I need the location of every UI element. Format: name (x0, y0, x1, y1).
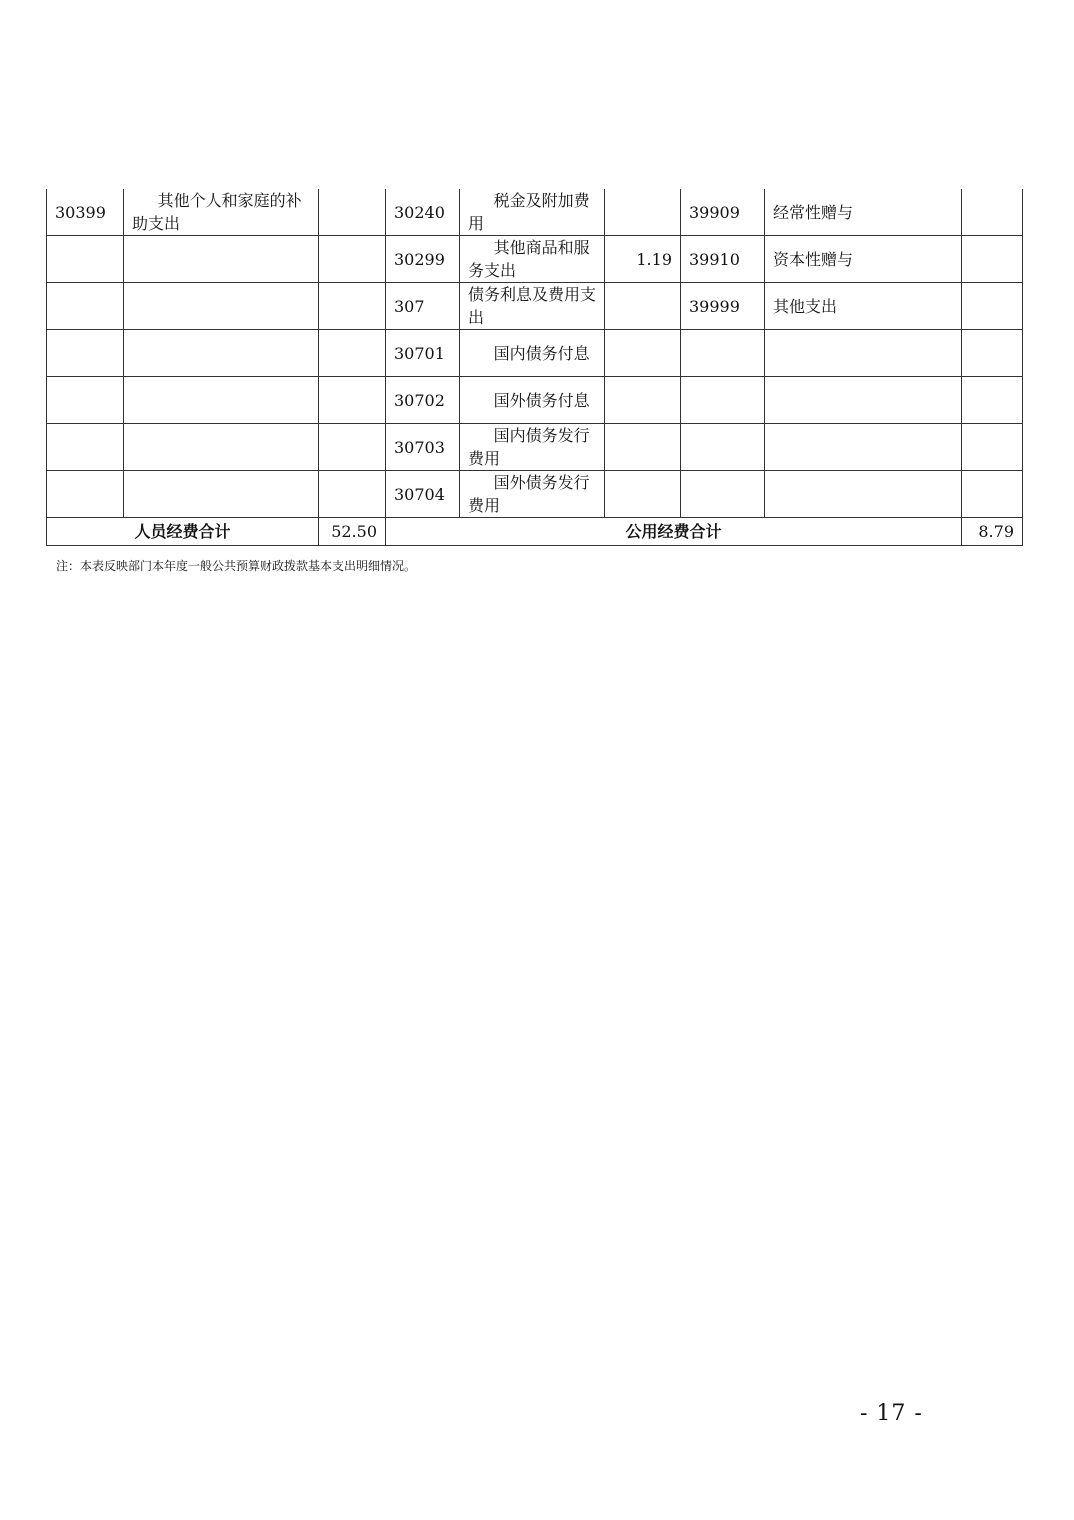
table-note: 注：本表反映部门本年度一般公共预算财政拨款基本支出明细情况。 (56, 559, 417, 573)
personnel-item-cell (124, 377, 319, 424)
other-item-cell: 资本性赠与 (765, 236, 962, 283)
personnel-code-cell (47, 236, 124, 283)
other-item-cell (765, 471, 962, 518)
public-item-cell: 债务利息及费用支出 (460, 283, 605, 330)
other-code-cell: 39910 (681, 236, 765, 283)
personnel-code-cell (47, 283, 124, 330)
public-amount-cell (605, 189, 681, 236)
table-row (47, 236, 1023, 283)
public-code-cell: 30240 (386, 189, 460, 236)
personnel-item-cell (124, 283, 319, 330)
public-code-cell: 30704 (386, 471, 460, 518)
personnel-item-cell: 其他个人和家庭的补助支出 (124, 189, 319, 236)
other-amount-cell (962, 471, 1023, 518)
other-amount-cell (962, 189, 1023, 236)
personnel-amount-cell (319, 236, 386, 283)
public-item-cell: 国外债务发行费用 (460, 471, 605, 518)
other-amount-cell (962, 236, 1023, 283)
public-amount-cell (605, 471, 681, 518)
table-row (47, 330, 1023, 377)
public-item-cell: 国外债务付息 (460, 377, 605, 424)
personnel-amount-cell (319, 283, 386, 330)
personnel-item-cell (124, 471, 319, 518)
public-amount-cell (605, 424, 681, 471)
other-code-cell: 39909 (681, 189, 765, 236)
personnel-code-cell (47, 424, 124, 471)
table-row (47, 377, 1023, 424)
personnel-code-cell (47, 471, 124, 518)
other-item-cell (765, 330, 962, 377)
personnel-total-label: 人员经费合计 (47, 518, 319, 546)
other-item-cell (765, 424, 962, 471)
personnel-code-cell (47, 377, 124, 424)
basic-expenditure-table (46, 189, 1023, 546)
personnel-amount-cell (319, 471, 386, 518)
totals-row (47, 518, 1023, 546)
other-code-cell (681, 377, 765, 424)
personnel-item-cell (124, 330, 319, 377)
public-amount-cell: 1.19 (605, 236, 681, 283)
public-item-cell: 其他商品和服务支出 (460, 236, 605, 283)
personnel-amount-cell (319, 424, 386, 471)
public-item-cell: 税金及附加费用 (460, 189, 605, 236)
personnel-total-value: 52.50 (319, 518, 386, 546)
other-code-cell (681, 330, 765, 377)
personnel-amount-cell (319, 189, 386, 236)
personnel-item-cell (124, 236, 319, 283)
table-body (47, 189, 1023, 518)
personnel-item-cell (124, 424, 319, 471)
table-row (47, 189, 1023, 236)
other-code-cell (681, 471, 765, 518)
other-code-cell (681, 424, 765, 471)
other-amount-cell (962, 424, 1023, 471)
public-total-label: 公用经费合计 (386, 518, 962, 546)
personnel-code-cell (47, 330, 124, 377)
public-item-cell: 国内债务付息 (460, 330, 605, 377)
public-total-value: 8.79 (962, 518, 1023, 546)
public-amount-cell (605, 377, 681, 424)
public-code-cell: 307 (386, 283, 460, 330)
public-amount-cell (605, 283, 681, 330)
table-row (47, 283, 1023, 330)
public-code-cell: 30701 (386, 330, 460, 377)
other-code-cell: 39999 (681, 283, 765, 330)
public-code-cell: 30702 (386, 377, 460, 424)
public-code-cell: 30299 (386, 236, 460, 283)
page-number: - 17 - (860, 1401, 923, 1426)
other-amount-cell (962, 330, 1023, 377)
public-amount-cell (605, 330, 681, 377)
other-item-cell (765, 377, 962, 424)
table-row (47, 424, 1023, 471)
personnel-amount-cell (319, 330, 386, 377)
other-item-cell: 经常性赠与 (765, 189, 962, 236)
table-row (47, 471, 1023, 518)
public-code-cell: 30703 (386, 424, 460, 471)
other-item-cell: 其他支出 (765, 283, 962, 330)
public-item-cell: 国内债务发行费用 (460, 424, 605, 471)
personnel-code-cell: 30399 (47, 189, 124, 236)
other-amount-cell (962, 283, 1023, 330)
personnel-amount-cell (319, 377, 386, 424)
other-amount-cell (962, 377, 1023, 424)
